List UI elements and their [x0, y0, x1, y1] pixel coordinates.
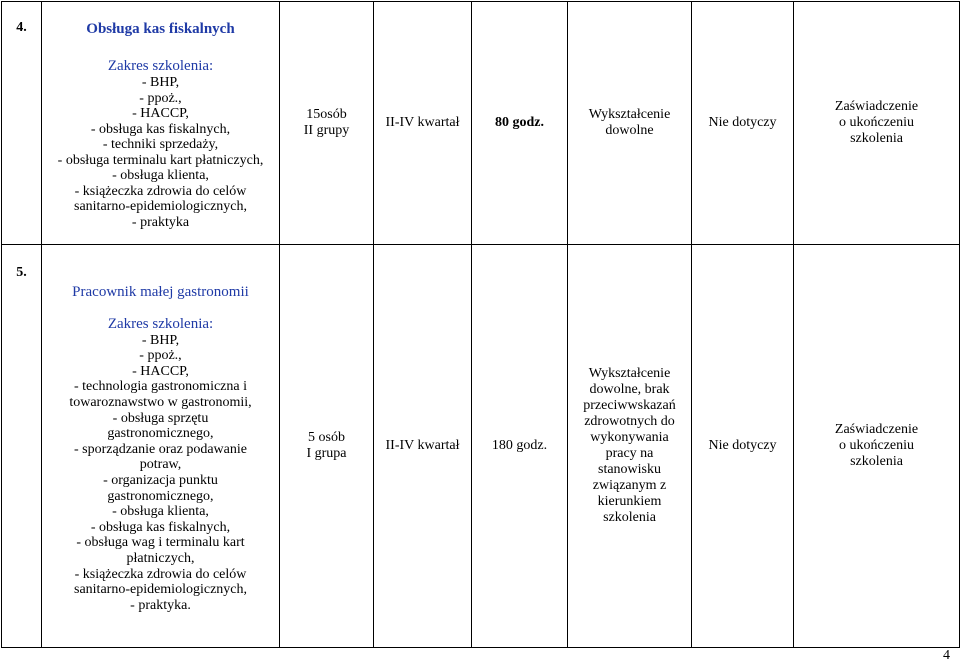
certificate-line: Zaświadczenie — [834, 99, 919, 114]
course-title: Pracownik małej gastronomii — [72, 283, 249, 300]
scope-item: - praktyka — [131, 214, 190, 230]
participants-groups: I grupa — [306, 446, 347, 461]
certificate — [794, 245, 960, 648]
requirements-line: Wykształcenie — [588, 107, 671, 122]
participants — [280, 245, 374, 648]
scope-heading: Zakres szkolenia: — [107, 58, 214, 74]
training-table — [1, 1, 960, 648]
requirements-line: przeciwwskazań — [583, 398, 676, 413]
requirements-line: pracy na — [605, 446, 654, 461]
scope-item: - obsługa klienta, — [112, 168, 209, 183]
scope-item: - sporządzanie oraz podawanie — [74, 441, 247, 457]
scope-item: - obsługa klienta, — [112, 504, 209, 520]
scope-item: - ppoż., — [139, 90, 182, 106]
certificate-line: o ukończeniu — [838, 438, 915, 453]
scope-item: płatniczych, — [126, 550, 195, 566]
table-row — [2, 245, 960, 648]
requirements-line: stanowisku — [598, 462, 661, 477]
scope-item: - technologia gastronomiczna i — [74, 379, 247, 395]
period: II-IV kwartał — [374, 245, 472, 648]
scope-item: - obsługa sprzętu — [112, 410, 209, 426]
scope-item: - obsługa kas fiskalnych, — [90, 121, 231, 137]
scope-item: - praktyka. — [130, 597, 191, 613]
scope-item: sanitarno-epidemiologicznych, — [74, 582, 247, 598]
certificate-line: o ukończeniu — [838, 115, 915, 130]
participants-count: 15osób — [306, 107, 347, 122]
certificate-line: szkolenia — [850, 131, 903, 146]
requirements-line: wykonywania — [590, 430, 669, 445]
page-number: 4 — [943, 648, 950, 663]
scope-item: - książeczka zdrowia do celów — [74, 183, 247, 199]
other-info: Nie dotyczy — [692, 245, 794, 648]
course-description — [42, 245, 280, 648]
requirements — [568, 245, 692, 648]
scope-item: - książeczka zdrowia do celów — [74, 566, 247, 582]
requirements-line: kierunkiem — [597, 494, 662, 509]
scope-item: - obsługa wag i terminalu kart — [76, 535, 245, 551]
scope-item: - obsługa terminalu kart płatniczych, — [57, 152, 264, 168]
requirements-line: zdrowotnych do — [584, 414, 675, 429]
participants-count: 5 osób — [308, 430, 345, 445]
requirements — [568, 2, 692, 245]
scope-item: - BHP, — [141, 75, 180, 90]
scope-item: sanitarno-epidemiologicznych, — [74, 199, 247, 214]
row-number: 4. — [2, 2, 42, 245]
scope-item: - techniki sprzedaży, — [102, 137, 219, 152]
certificate — [794, 2, 960, 245]
scope-item: gastronomicznego, — [107, 426, 214, 442]
scope-item: towaroznawstwo w gastronomii, — [69, 395, 252, 411]
certificate-line: szkolenia — [850, 454, 903, 469]
requirements-line: związanym z — [592, 478, 667, 493]
scope-item: - BHP, — [141, 332, 180, 348]
scope-item: - ppoż., — [139, 348, 182, 364]
participants — [280, 2, 374, 245]
table-row — [2, 2, 960, 245]
row-number: 5. — [2, 245, 42, 648]
other-info: Nie dotyczy — [692, 2, 794, 245]
scope-item: potraw, — [139, 457, 182, 473]
requirements-line: dowolne, brak — [589, 382, 670, 397]
scope-heading: Zakres szkolenia: — [107, 315, 214, 332]
requirements-line: dowolne — [605, 123, 654, 138]
hours: 80 godz. — [472, 2, 568, 245]
requirements-line: Wykształcenie — [588, 366, 671, 381]
course-description — [42, 2, 280, 245]
participants-groups: II grupy — [303, 123, 350, 138]
scope-item: - organizacja punktu — [103, 473, 218, 488]
scope-list — [42, 333, 279, 614]
scope-item: - HACCP, — [132, 363, 189, 379]
scope-item: - obsługa kas fiskalnych, — [90, 519, 231, 535]
certificate-line: Zaświadczenie — [834, 422, 919, 437]
scope-item: gastronomicznego, — [107, 488, 214, 504]
scope-item: - HACCP, — [132, 106, 189, 121]
requirements-line: szkolenia — [603, 510, 656, 525]
period: II-IV kwartał — [374, 2, 472, 245]
hours: 180 godz. — [472, 245, 568, 648]
scope-list — [42, 75, 279, 230]
course-title: Obsługa kas fiskalnych — [86, 21, 235, 37]
